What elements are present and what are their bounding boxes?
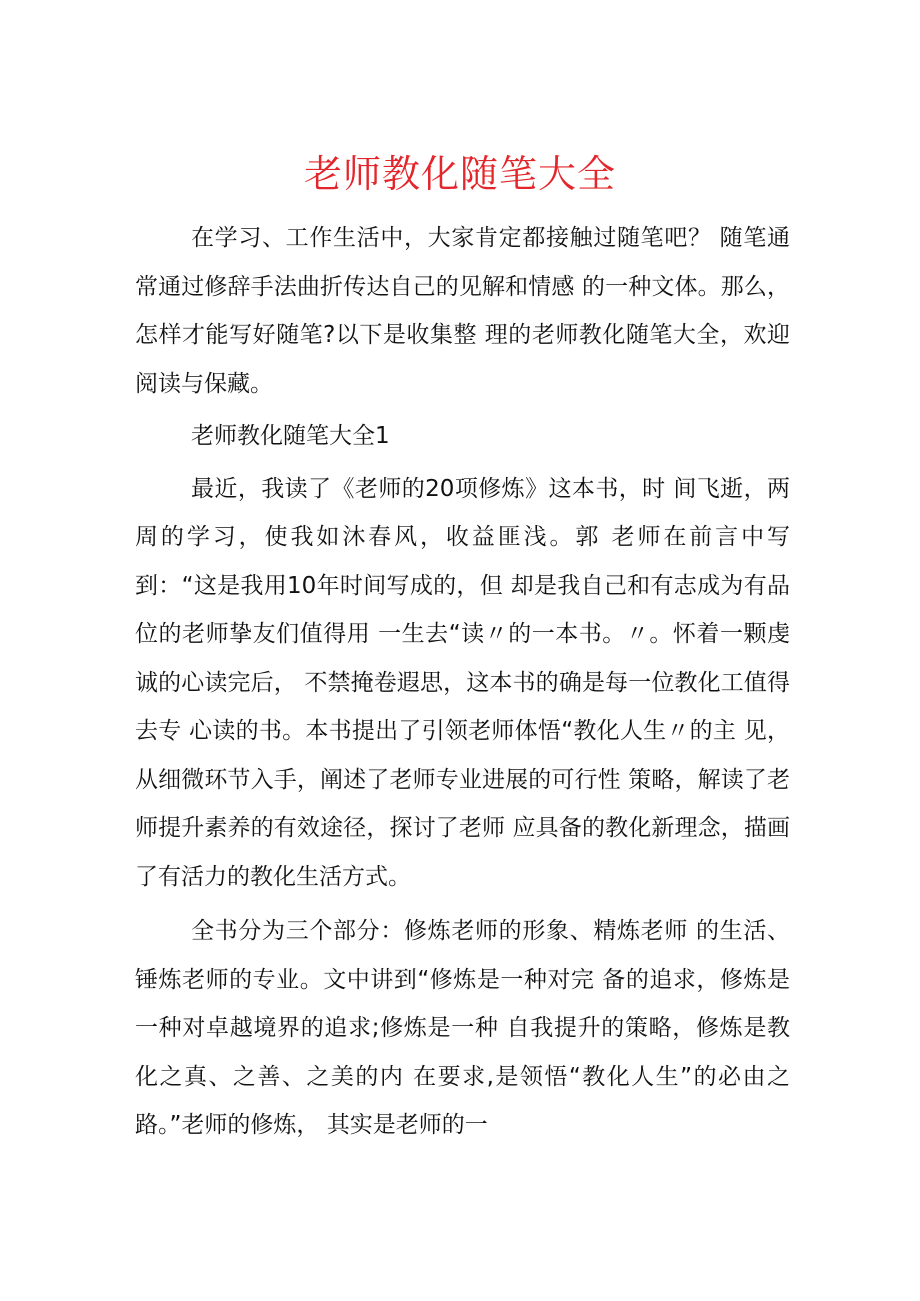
paragraph-body-2: 全书分为三个部分：修炼老师的形象、精炼老师 的生活、锤炼老师的专业。文中讲到“修炼是一种对完 备的追求，修炼是一种对卓越境界的追求;修炼是一种 自我提升的策略，修炼是教化之真、之善、之美的内 在要求,是领悟“教化人生”的必由之路。”老师的修炼， 其实是老师的一: [135, 918, 790, 1138]
paragraph-intro: 在学习、工作生活中，大家肯定都接触过随笔吧？ 随笔通常通过修辞手法曲折传达自己的见解和情感 的一种文体。那么，怎样才能写好随笔?以下是收集整 理的老师教化随笔大全，欢迎阅读与保藏。: [135, 225, 790, 397]
paragraph-body-1: 最近，我读了《老师的20项修炼》这本书，时 间飞逝，两周的学习，使我如沐春风，收益匪浅。郭 老师在前言中写到：“这是我用10年时间写成的，但 却是我自己和有志成为有品位的老师挚友们值得用 一生去“读〃的一本书。〃。怀着一颗虔诚的心读完后， 不禁掩卷遐思，这本书的确是每一位教化工值得去专 心读的书。本书提出了引领老师体悟“教化人生〃的主 见，从细微环节入手，阐述了老师专业进展的可行性 策略，解读了老师提升素养的有效途径，探讨了老师 应具备的教化新理念，描画了有活力的教化生活方式。: [135, 475, 790, 890]
document-title: 老师教化随笔大全: [303, 152, 616, 196]
document-body: [135, 214, 790, 1150]
section-heading: 老师教化随笔大全1: [191, 423, 390, 449]
